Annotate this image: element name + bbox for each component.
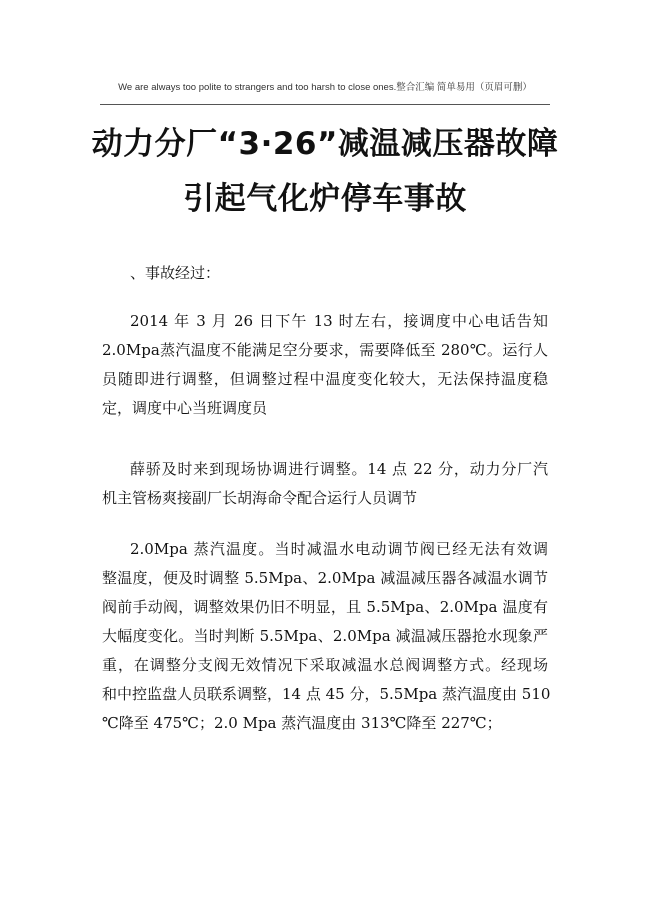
paragraph-line: 2014 年 3 月 26 日下午 13 时左右，接调度中心电话告知: [130, 312, 548, 330]
paragraph-line: 大幅度变化。当时判断 5.5Mpa、2.0Mpa 减温减压器抢水现象严: [102, 627, 548, 645]
paragraph-line: 2.0Mpa蒸汽温度不能满足空分要求，需要降低至 280℃。运行人: [102, 341, 548, 359]
paragraph-line: ℃降至 475℃；2.0 Mpa 蒸汽温度由 313℃降至 227℃；: [102, 714, 502, 732]
paragraph-line: 机主管杨爽接副厂长胡海命令配合运行人员调节: [102, 489, 418, 507]
paragraph-line: 和中控监盘人员联系调整，14 点 45 分，5.5Mpa 蒸汽温度由 510: [102, 685, 551, 703]
paragraph-line: 重，在调整分支阀无效情况下采取减温水总阀调整方式。经现场: [102, 656, 548, 674]
paragraph-line: 薛骄及时来到现场协调进行调整。14 点 22 分，动力分厂汽: [130, 460, 548, 478]
section-heading: 、事故经过：: [130, 264, 221, 282]
header-divider: [100, 104, 550, 105]
paragraph-line: 整温度，便及时调整 5.5Mpa、2.0Mpa 减温减压器各减温水调节: [102, 569, 548, 587]
document-title-line-2: 引起气化炉停车事故: [183, 181, 467, 217]
paragraph-line: 定，调度中心当班调度员: [102, 399, 268, 417]
page-header-text: We are always too polite to strangers and too harsh to close ones.整合汇编 简单易用（页眉可删）: [118, 82, 532, 93]
document-title-line-1: 动力分厂“3·26”减温减压器故障: [91, 126, 559, 162]
paragraph-line: 阀前手动阀，调整效果仍旧不明显，且 5.5Mpa、2.0Mpa 温度有: [102, 598, 548, 616]
paragraph-1: [102, 307, 548, 423]
paragraph-line: 员随即进行调整，但调整过程中温度变化较大，无法保持温度稳: [102, 370, 548, 388]
paragraph-line: 2.0Mpa 蒸汽温度。当时减温水电动调节阀已经无法有效调: [130, 540, 548, 558]
paragraph-3: [102, 535, 551, 738]
paragraph-2: [102, 455, 548, 513]
